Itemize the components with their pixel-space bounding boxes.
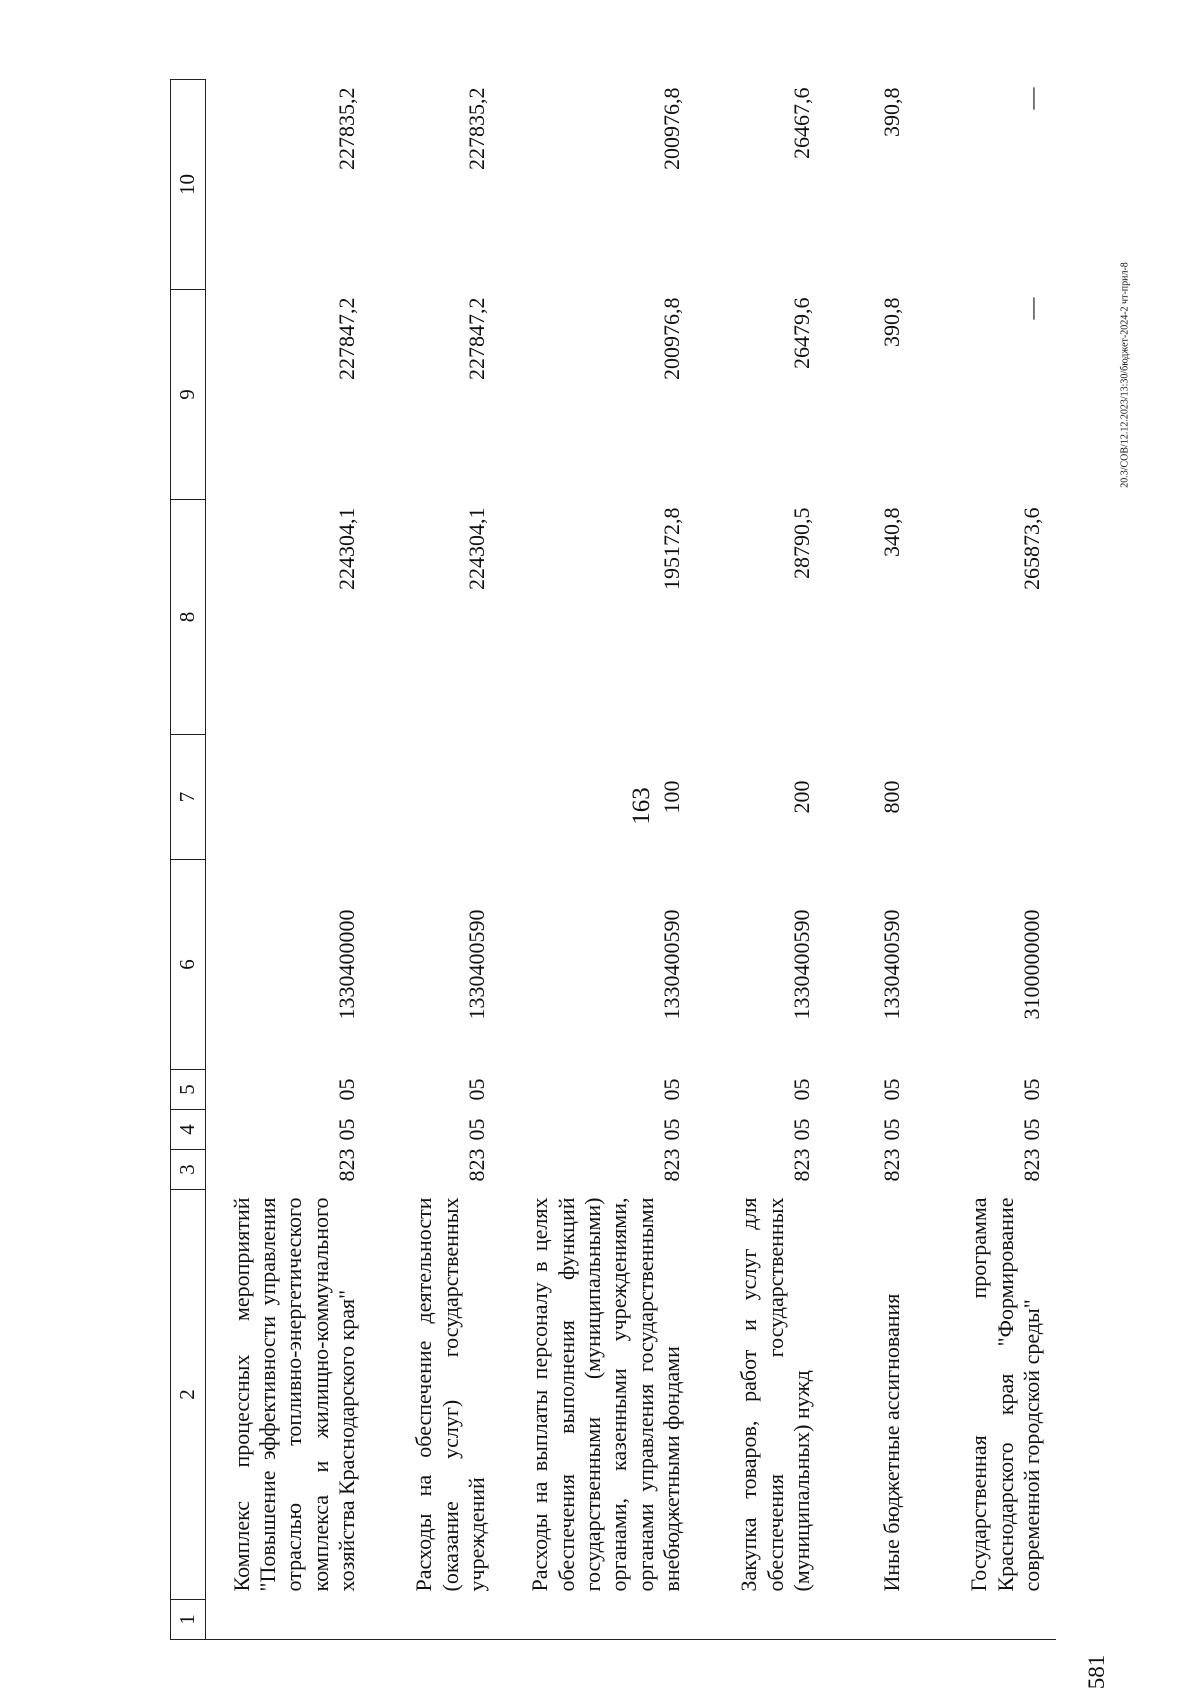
cell-col8: 224304,1 [334,507,360,590]
page-number: 163 [628,787,655,825]
cell-col6: 3100000000 [1019,909,1045,1020]
cell-col6: 1330400590 [879,909,905,1020]
cell-col4: 05 [879,1118,905,1141]
cell-col4: 05 [464,1118,490,1141]
cell-col9: 227847,2 [464,297,490,380]
header-col-2: 2 [171,1190,206,1600]
cell-col6: 1330400000 [334,909,360,1020]
cell-col7 [206,735,371,860]
cell-col8: 224304,1 [464,507,490,590]
cell-col9: — [1019,297,1045,320]
cell-col4: 05 [789,1118,815,1141]
cell-col9: 200976,8 [659,297,685,380]
cell-col6: 1330400590 [464,909,490,1020]
cell-col1 [371,1600,501,1640]
cell-description: Государственная программа Краснодарского края "Формирование современной городской среды" [966,1197,1045,1592]
cell-col4: 05 [334,1118,360,1141]
cell-col1 [501,1600,696,1640]
cell-col9: 26479,6 [789,297,815,369]
cell-col3: 823 [1019,1148,1045,1182]
cell-col9: 390,8 [879,297,905,347]
cell-col1 [696,1600,826,1640]
cell-description: Закупка товаров, работ и услуг для обеспечения государственных (муниципальных) нужд [736,1197,815,1592]
cell-col8: 340,8 [879,507,905,557]
cell-col10: 390,8 [879,87,905,137]
header-col-9: 9 [171,290,206,500]
footer-code: 20.3/СОВ/12.12.2023/13:30/бюджет-2024-2 чт-прил-8 [1119,262,1131,488]
cell-col3: 823 [789,1148,815,1182]
header-row [171,80,206,1640]
cell-col6: 1330400590 [789,909,815,1020]
cell-col5: 05 [334,1078,360,1101]
table-row [501,80,696,1640]
cell-description: Иные бюджетные ассигнования [879,1293,905,1592]
cell-col7 [916,735,1056,860]
cell-description: Расходы на обеспечение деятельности (оказание услуг) государственных учреждений [411,1197,490,1592]
table-row [371,80,501,1640]
cell-col4: 05 [1019,1118,1045,1141]
cell-col5: 05 [789,1078,815,1101]
header-col-4: 4 [171,1110,206,1150]
cell-col1 [206,1600,371,1640]
header-col-10: 10 [171,80,206,290]
footer-page-number: 581 [1084,1654,1109,1690]
table-row [826,80,916,1640]
table-row [916,80,1056,1640]
cell-col3: 823 [659,1148,685,1182]
cell-col3: 823 [334,1148,360,1182]
budget-table-rotated [170,80,1140,1640]
header-col-5: 5 [171,1070,206,1110]
cell-col10: 26467,6 [789,87,815,159]
cell-col7 [371,735,501,860]
cell-col4: 05 [659,1118,685,1141]
cell-description: Расходы на выплаты персоналу в целях обеспечения выполнения функций государственными (муниципальными) органами, казенными учреждениями, органами управления государственными внебюджетными фондами [527,1197,685,1592]
cell-col5: 05 [1019,1078,1045,1101]
cell-col10: — [1019,87,1045,110]
header-col-1: 1 [171,1600,206,1640]
cell-col5: 05 [659,1078,685,1101]
header-col-8: 8 [171,500,206,735]
header-col-6: 6 [171,860,206,1070]
cell-col5: 05 [464,1078,490,1101]
cell-col9: 227847,2 [334,297,360,380]
cell-col5: 05 [879,1078,905,1101]
table-orientation [170,80,1140,1640]
cell-col8: 195172,8 [659,507,685,590]
header-col-3: 3 [171,1150,206,1190]
cell-col10: 200976,8 [659,87,685,170]
table-row [696,80,826,1640]
table-row [206,80,371,1640]
cell-col1 [826,1600,916,1640]
header-col-7: 7 [171,735,206,860]
cell-col10: 227835,2 [464,87,490,170]
cell-col10: 227835,2 [334,87,360,170]
cell-col7: 200 [789,780,815,814]
cell-col6: 1330400590 [659,909,685,1020]
cell-col7: 800 [879,780,905,814]
cell-description: Комплекс процессных мероприятий "Повышение эффективности управления отраслью топливно-энергетического комплекса и жилищно-коммунального хозяйства Краснодарского края" [228,1197,360,1592]
cell-col1 [916,1600,1056,1640]
cell-col8: 28790,5 [789,507,815,579]
cell-col3: 823 [464,1148,490,1182]
budget-table [170,79,1056,1640]
cell-col7: 100 [659,780,685,814]
cell-col3: 823 [879,1148,905,1182]
cell-col8: 265873,6 [1019,507,1045,590]
